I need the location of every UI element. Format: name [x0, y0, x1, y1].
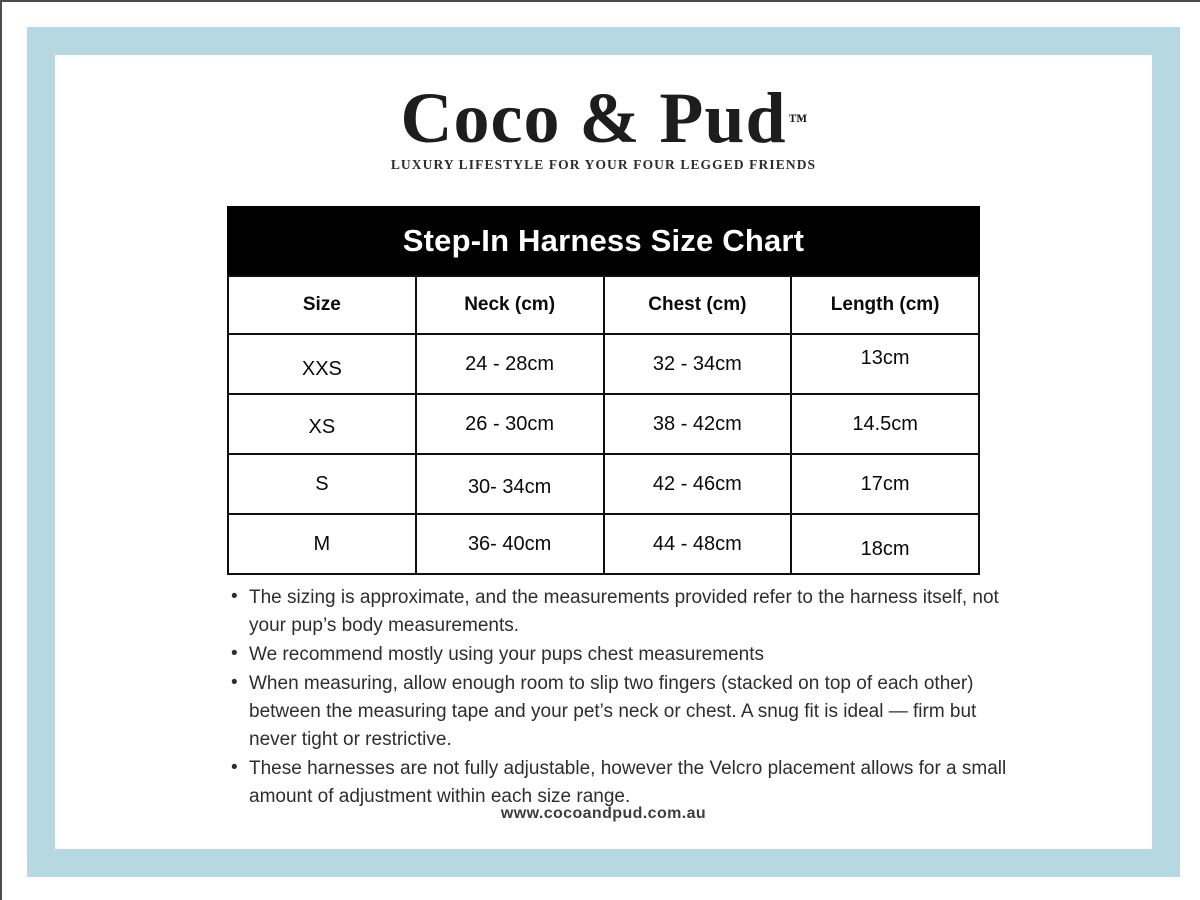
- size-chart-table: [227, 275, 980, 575]
- trademark-symbol: ™: [788, 111, 809, 132]
- note-item: • We recommend mostly using your pups chest measurements: [230, 641, 1022, 669]
- table-row: [228, 394, 979, 454]
- content-area: [55, 55, 1152, 849]
- table-row: [228, 454, 979, 514]
- chest-cell: 44 - 48cm: [604, 514, 792, 574]
- decorative-frame: [27, 27, 1180, 877]
- length-cell: 14.5cm: [791, 394, 979, 454]
- table-row: [228, 334, 979, 394]
- note-item: • These harnesses are not fully adjustable, however the Velcro placement allows for a small amount of adjustment within each size range.: [230, 755, 1022, 811]
- column-header-neck: Neck (cm): [416, 276, 604, 334]
- note-item: • When measuring, allow enough room to slip two fingers (stacked on top of each other) between the measuring tape and your pet’s neck or chest. A snug fit is ideal — firm but never tight or restrictive.: [230, 670, 1022, 754]
- brand-tagline: LUXURY LIFESTYLE FOR YOUR FOUR LEGGED FRIENDS: [390, 157, 817, 172]
- size-cell: XS: [228, 394, 416, 454]
- brand-logo: [55, 78, 1152, 158]
- column-header-chest: Chest (cm): [604, 276, 792, 334]
- brand-logo-text: Coco & Pud: [400, 78, 787, 158]
- chest-cell: 38 - 42cm: [604, 394, 792, 454]
- table-row: [228, 514, 979, 574]
- website-url: www.cocoandpud.com.au: [500, 805, 707, 822]
- column-header-length: Length (cm): [791, 276, 979, 334]
- chest-cell: 32 - 34cm: [604, 334, 792, 394]
- size-chart-title: Step-In Harness Size Chart: [227, 206, 980, 275]
- neck-cell: 24 - 28cm: [416, 334, 604, 394]
- neck-cell: 30- 34cm: [416, 454, 604, 514]
- length-cell: 17cm: [791, 454, 979, 514]
- brand-header: [55, 78, 1152, 173]
- length-cell: 13cm: [791, 334, 979, 394]
- note-item: • The sizing is approximate, and the measurements provided refer to the harness itself, not your pup’s body measurements.: [230, 584, 1022, 640]
- notes-list: [230, 584, 1022, 812]
- size-cell: S: [228, 454, 416, 514]
- table-header-row: [228, 276, 979, 334]
- neck-cell: 36- 40cm: [416, 514, 604, 574]
- size-chart: [227, 206, 980, 575]
- column-header-size: Size: [228, 276, 416, 334]
- length-cell: 18cm: [791, 514, 979, 574]
- size-cell: M: [228, 514, 416, 574]
- size-cell: XXS: [228, 334, 416, 394]
- chest-cell: 42 - 46cm: [604, 454, 792, 514]
- neck-cell: 26 - 30cm: [416, 394, 604, 454]
